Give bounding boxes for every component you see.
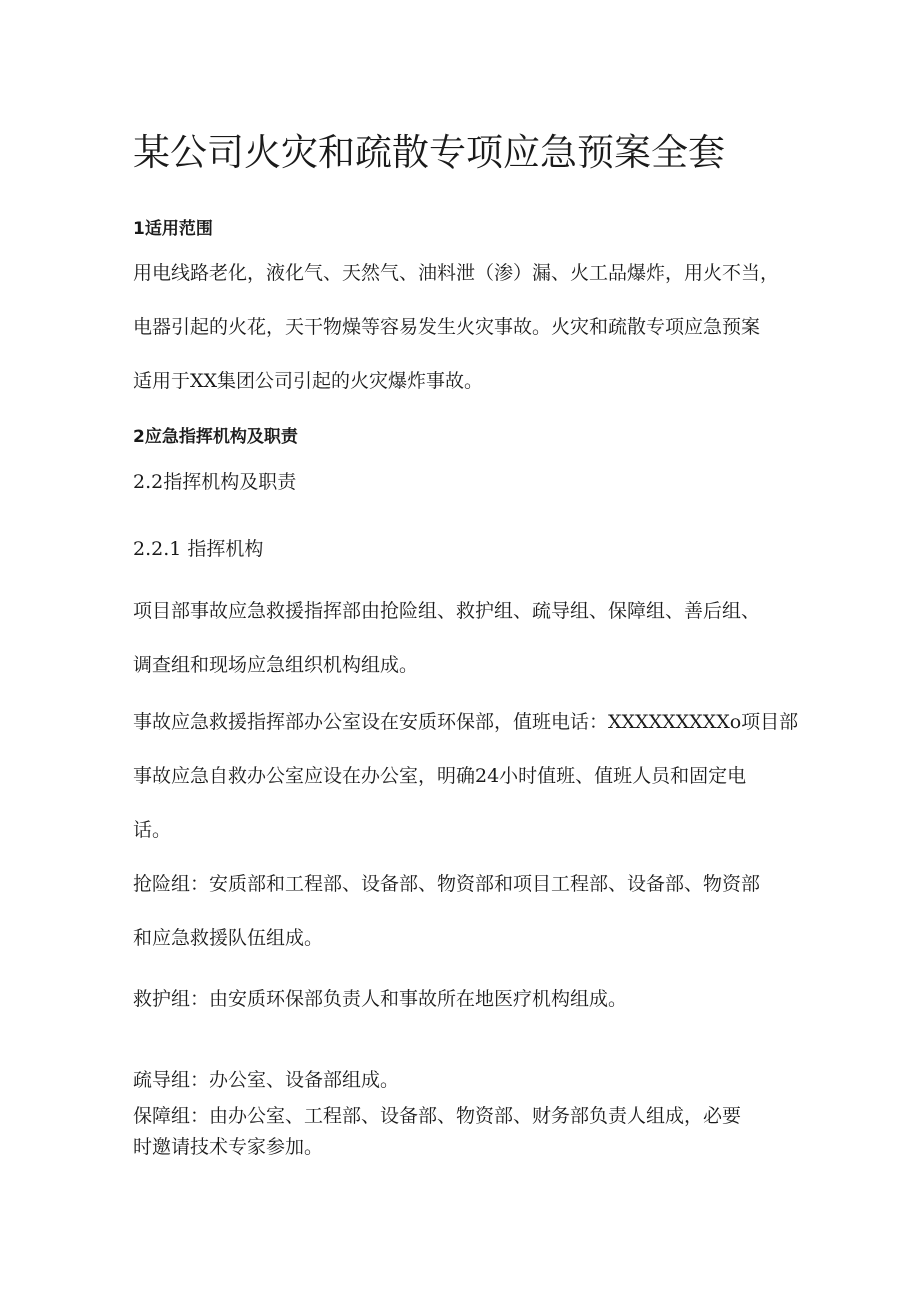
paragraph-line: 疏导组：办公室、设备部组成。: [133, 1069, 400, 1091]
paragraph-command-office: [133, 695, 813, 857]
paragraph-line: 电器引起的火花，天干物燥等容易发生火灾事故。火灾和疏散专项应急预案: [133, 316, 761, 338]
paragraph-line: 适用于XX集团公司引起的火灾爆炸事故。: [133, 370, 484, 392]
paragraph-line: 抢险组：安质部和工程部、设备部、物资部和项目工程部、设备部、物资部: [133, 873, 761, 895]
paragraph-rescue-team: [133, 857, 813, 965]
paragraph-line: 救护组：由安质环保部负责人和事故所在地医疗机构组成。: [133, 988, 628, 1010]
paragraph-line: 用电线路老化，液化气、天然气、油料泄（渗）漏、火工品爆炸，用火不当，: [133, 262, 780, 284]
paragraph-evacuation-team: [133, 1053, 813, 1107]
paragraph-line: 项目部事故应急救援指挥部由抢险组、救护组、疏导组、保障组、善后组、: [133, 600, 761, 622]
paragraph-command-composition: [133, 584, 813, 692]
paragraph-medical-team: [133, 972, 813, 1026]
paragraph-line: 保障组：由办公室、工程部、设备部、物资部、财务部负责人组成，必要: [133, 1105, 742, 1127]
document-title: 某公司火灾和疏散专项应急预案全套: [133, 131, 725, 174]
section-heading-command: 2应急指挥机构及职责: [133, 427, 298, 447]
paragraph-line: 话。: [133, 819, 172, 841]
paragraph-support-team: [133, 1101, 813, 1163]
paragraph-line: 事故应急救援指挥部办公室设在安质环保部，值班电话：XXXXXXXXXo项目部: [133, 711, 799, 733]
subsection-heading-command-body: 2.2.1 指挥机构: [133, 538, 264, 560]
paragraph-line: 调查组和现场应急组织机构组成。: [133, 654, 419, 676]
section-heading-scope: 1适用范围: [133, 219, 213, 239]
paragraph-line: 和应急救援队伍组成。: [133, 927, 324, 949]
subsection-heading-command-duties: 2.2指挥机构及职责: [133, 471, 297, 493]
paragraph-scope: [133, 246, 813, 408]
paragraph-line: 时邀请技术专家参加。: [133, 1136, 324, 1158]
paragraph-line: 事故应急自救办公室应设在办公室，明确24小时值班、值班人员和固定电: [133, 765, 747, 787]
